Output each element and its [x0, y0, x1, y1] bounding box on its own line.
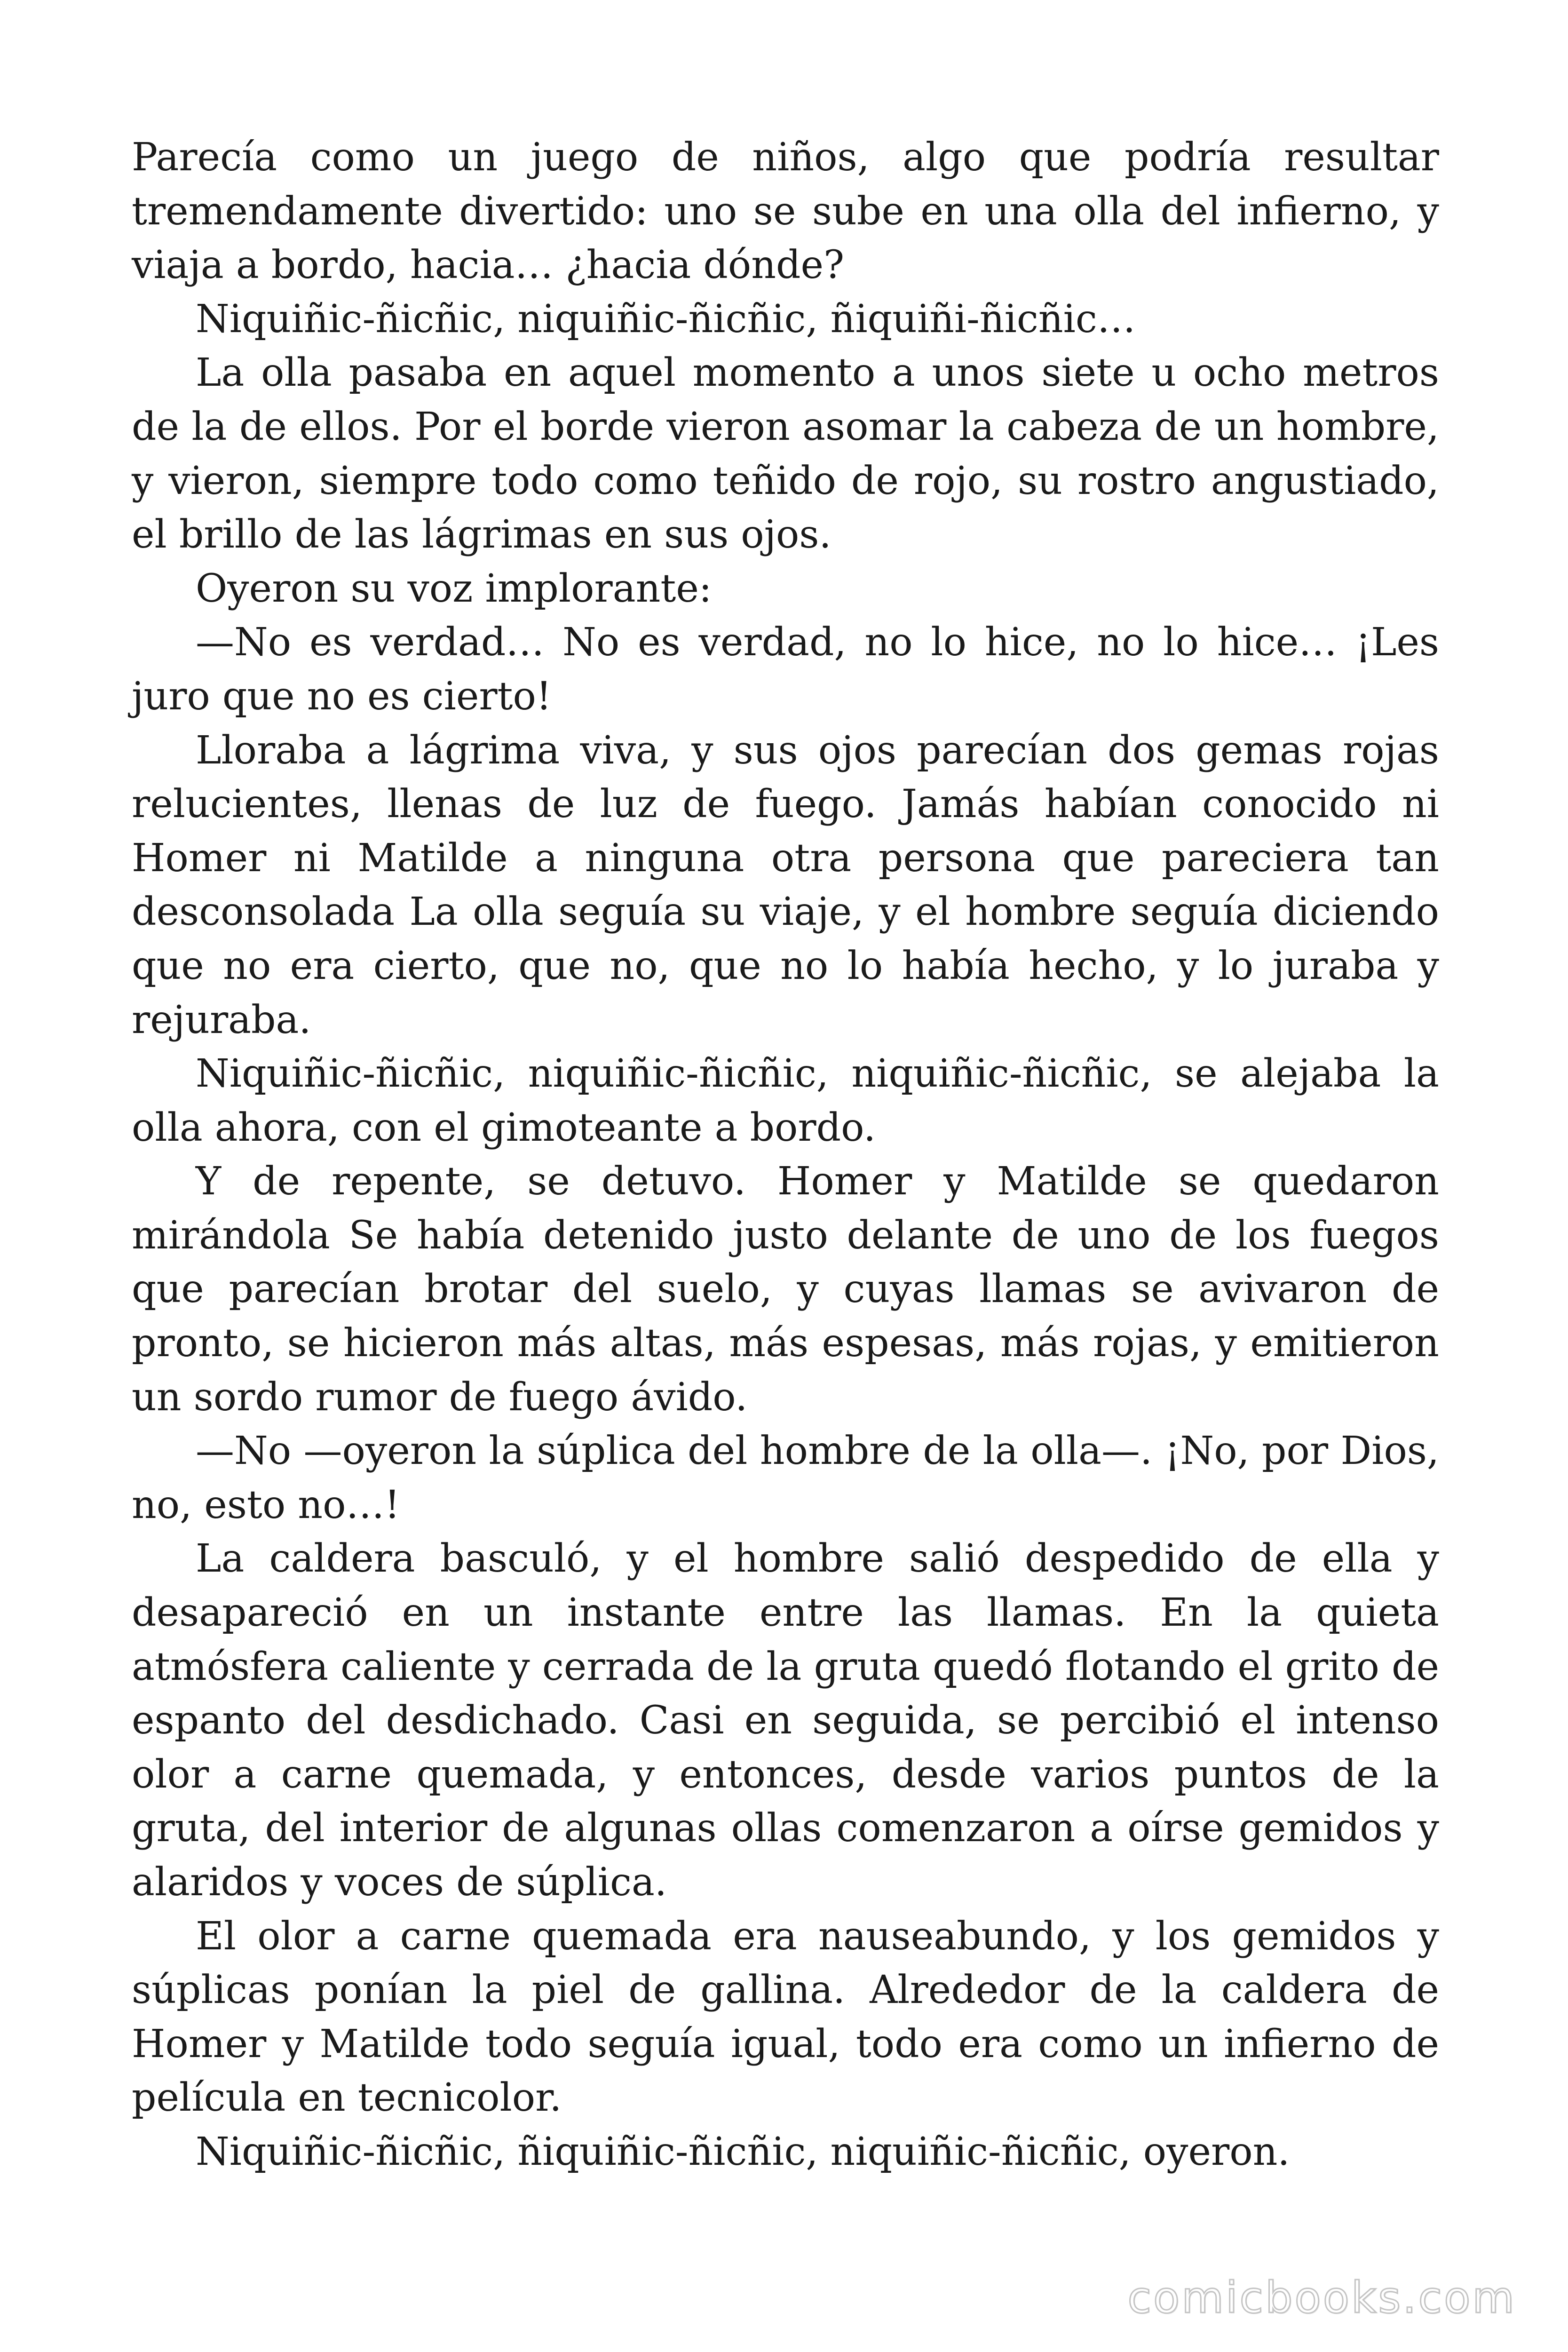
- paragraph: Oyeron su voz implorante:: [196, 566, 712, 611]
- paragraph: Niquiñic-ñicñic, niquiñic-ñicñic, niquiñic-ñicñic, se alejaba la olla ahora, con el gimoteante a bordo.: [132, 1051, 1439, 1150]
- paragraph: Niquiñic-ñicñic, ñiquiñic-ñicñic, niquiñic-ñicñic, oyeron.: [196, 2129, 1290, 2174]
- paragraph: Parecía como un juego de niños, algo que podría resultar tremendamente divertido: uno se sube en una olla del infierno, y viaja a bordo, hacia… ¿hacia dónde?: [132, 135, 1439, 288]
- paragraph: Niquiñic-ñicñic, niquiñic-ñicñic, ñiquiñi-ñicñic…: [196, 296, 1136, 342]
- paragraph: —No es verdad… No es verdad, no lo hice, no lo hice… ¡Les juro que no es cierto!: [132, 620, 1439, 719]
- watermark: comicbooks.com: [1127, 2273, 1516, 2323]
- paragraph: Y de repente, se detuvo. Homer y Matilde se quedaron mirándola Se había detenido justo delante de uno de los fuegos que parecían brotar del suelo, y cuyas llamas se avivaron de pronto, se hicieron más altas, más espesas, más rojas, y emitieron un sordo rumor de fuego ávido.: [132, 1159, 1439, 1420]
- paragraph: La olla pasaba en aquel momento a unos siete u ocho metros de la de ellos. Por el borde vieron asomar la cabeza de un hombre, y vieron, siempre todo como teñido de rojo, su rostro angustiado, el brillo de las lágrimas en sus ojos.: [132, 350, 1439, 557]
- page-text: [132, 131, 1439, 2179]
- paragraph: Lloraba a lágrima viva, y sus ojos parecían dos gemas rojas relucientes, llenas de luz de fuego. Jamás habían conocido ni Homer ni Matilde a ninguna otra persona que pareciera tan desconsolada La olla seguía su viaje, y el hombre seguía diciendo que no era cierto, que no, que no lo había hecho, y lo juraba y rejuraba.: [132, 728, 1439, 1042]
- paragraph: El olor a carne quemada era nauseabundo, y los gemidos y súplicas ponían la piel de gallina. Alrededor de la caldera de Homer y Matilde todo seguía igual, todo era como un infierno de película en tecnicolor.: [132, 1914, 1439, 2121]
- paragraph: —No —oyeron la súplica del hombre de la olla—. ¡No, por Dios, no, esto no…!: [132, 1429, 1439, 1527]
- paragraph: La caldera basculó, y el hombre salió despedido de ella y desapareció en un instante entre las llamas. En la quieta atmósfera caliente y cerrada de la gruta quedó flotando el grito de espanto del desdichado. Casi en seguida, se percibió el intenso olor a carne quemada, y entonces, desde varios puntos de la gruta, del interior de algunas ollas comenzaron a oírse gemidos y alaridos y voces de súplica.: [132, 1536, 1439, 1905]
